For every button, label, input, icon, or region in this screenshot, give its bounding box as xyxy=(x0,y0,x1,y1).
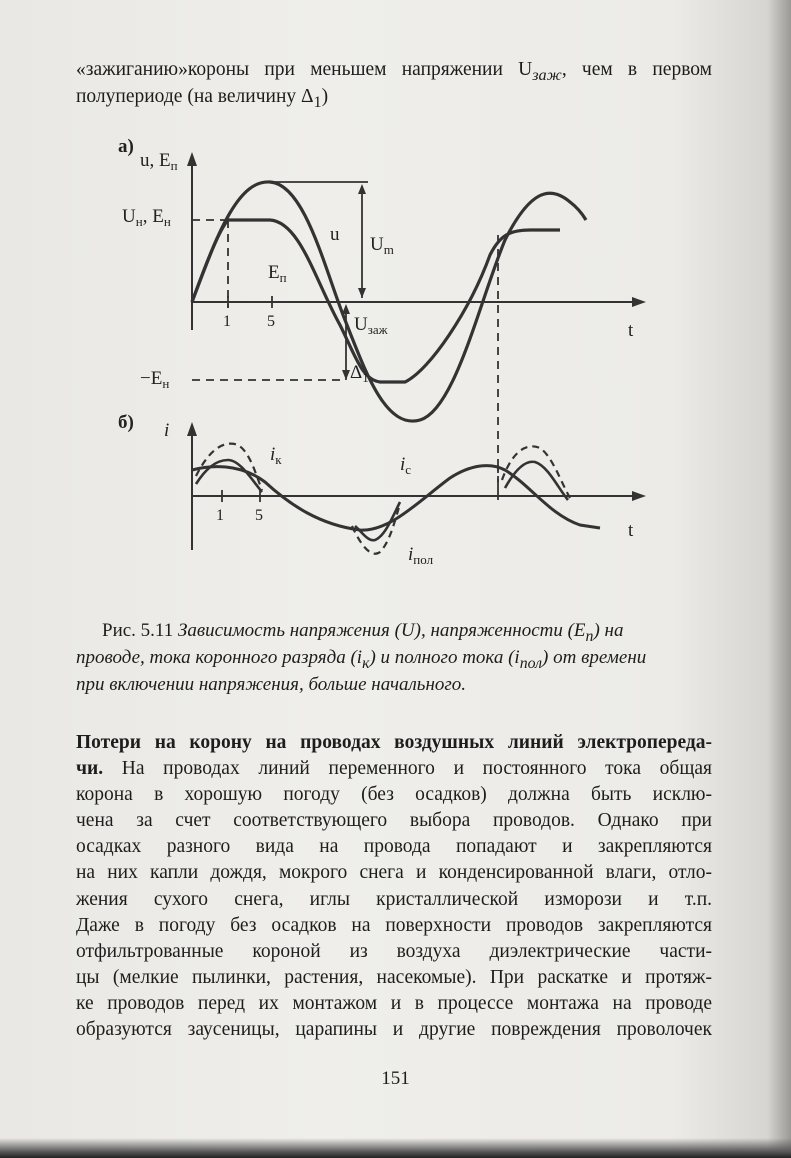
ik-label: $i_к$ xyxy=(270,444,282,467)
paragraph-line: чи. На проводах линий переменного и постоянного тока общая xyxy=(76,758,712,780)
axis-tb-label: t xyxy=(628,520,634,541)
paragraph-line: чена за счет соответствующего выбора проводов. Однако при xyxy=(76,810,712,832)
panel-a-labels xyxy=(118,136,634,391)
main-paragraph xyxy=(76,730,712,1043)
axis-t-label: t xyxy=(628,320,634,341)
tick-5-label: 5 xyxy=(267,313,275,330)
uzazh-label: $U_{заж}$ xyxy=(354,314,388,337)
paragraph-line: на них капли дождя, мокрого снега и конденсированной влаги, отло- xyxy=(76,862,712,884)
tick-1b-label: 1 xyxy=(216,507,224,524)
paragraph-line: отфильтрованные короной из воздуха диэлектрические части- xyxy=(76,940,712,962)
um-label: $U_m$ xyxy=(370,234,394,257)
page-edge-shadow xyxy=(0,1138,791,1158)
paragraph-line: цы (мелкие пылинки, растения, насекомые). При раскатке и протяж- xyxy=(76,966,712,988)
panel-a-y-arrow xyxy=(187,152,197,166)
panel-b-label: б) xyxy=(118,412,134,433)
figure-5-11 xyxy=(100,130,660,580)
minus-en-label: $-E_н$ xyxy=(140,368,170,391)
tick-5b-label: 5 xyxy=(255,507,263,524)
panel-a-guides xyxy=(192,220,498,500)
caption-line-2: проводе, тока коронного разряда $(i_к)$ и полного тока $(i_{пол})$ от времени xyxy=(76,647,647,672)
panel-a-t-arrow xyxy=(632,297,646,307)
page-number: 151 xyxy=(381,1068,410,1089)
ipol-curve xyxy=(196,444,570,554)
caption-line-1: Рис. 5.11 Зависимость напряжения (U), напряженности $(E_п)$ на xyxy=(102,620,624,645)
caption-line-3: при включении напряжения, больше начального. xyxy=(76,674,467,695)
intro-line-1: «зажиганию»короны при меньшем напряжении $U_{заж}$, чем в первом xyxy=(76,59,712,84)
u-label: u xyxy=(330,224,340,245)
panel-a-axes xyxy=(187,152,646,330)
ipol-label: $i_{пол}$ xyxy=(408,544,434,567)
ik-curve xyxy=(196,460,262,492)
tick-1-label: 1 xyxy=(223,313,231,330)
paragraph-line: образуются заусеницы, царапины и другие повреждения проволочек xyxy=(76,1019,712,1041)
paragraph-line: корона в хорошую погоду (без осадков) должна быть исклю- xyxy=(76,784,712,806)
paragraph-line: Даже в погоду без осадков на поверхности проводов закрепляются xyxy=(76,914,712,936)
section-heading: Потери на корону на проводах воздушных линий электропереда- xyxy=(76,732,712,753)
axis-b-y-label: i xyxy=(164,420,170,441)
paragraph-line: осадках разного вида на провода попадают и закрепляются xyxy=(76,836,712,858)
panel-a-label: а) xyxy=(118,136,134,157)
ic-label: $i_c$ xyxy=(400,454,412,477)
paragraph-line: жения сухого снега, иглы кристаллической изморози и т.п. xyxy=(76,888,712,910)
figure-svg xyxy=(100,130,660,580)
paragraph-line: ке проводов перед их монтажом и в процессе монтажа на проводе xyxy=(76,992,712,1014)
delta-label: $\Delta_1$ xyxy=(350,362,369,385)
un-en-label: $U_н$, $E_н$ xyxy=(122,206,171,229)
axis-a-y-label: u, $E_п$ xyxy=(140,150,178,173)
intro-line-2: полупериоде (на величину $\Delta_1$) xyxy=(76,86,329,111)
ep-label: $E_п$ xyxy=(268,262,287,285)
